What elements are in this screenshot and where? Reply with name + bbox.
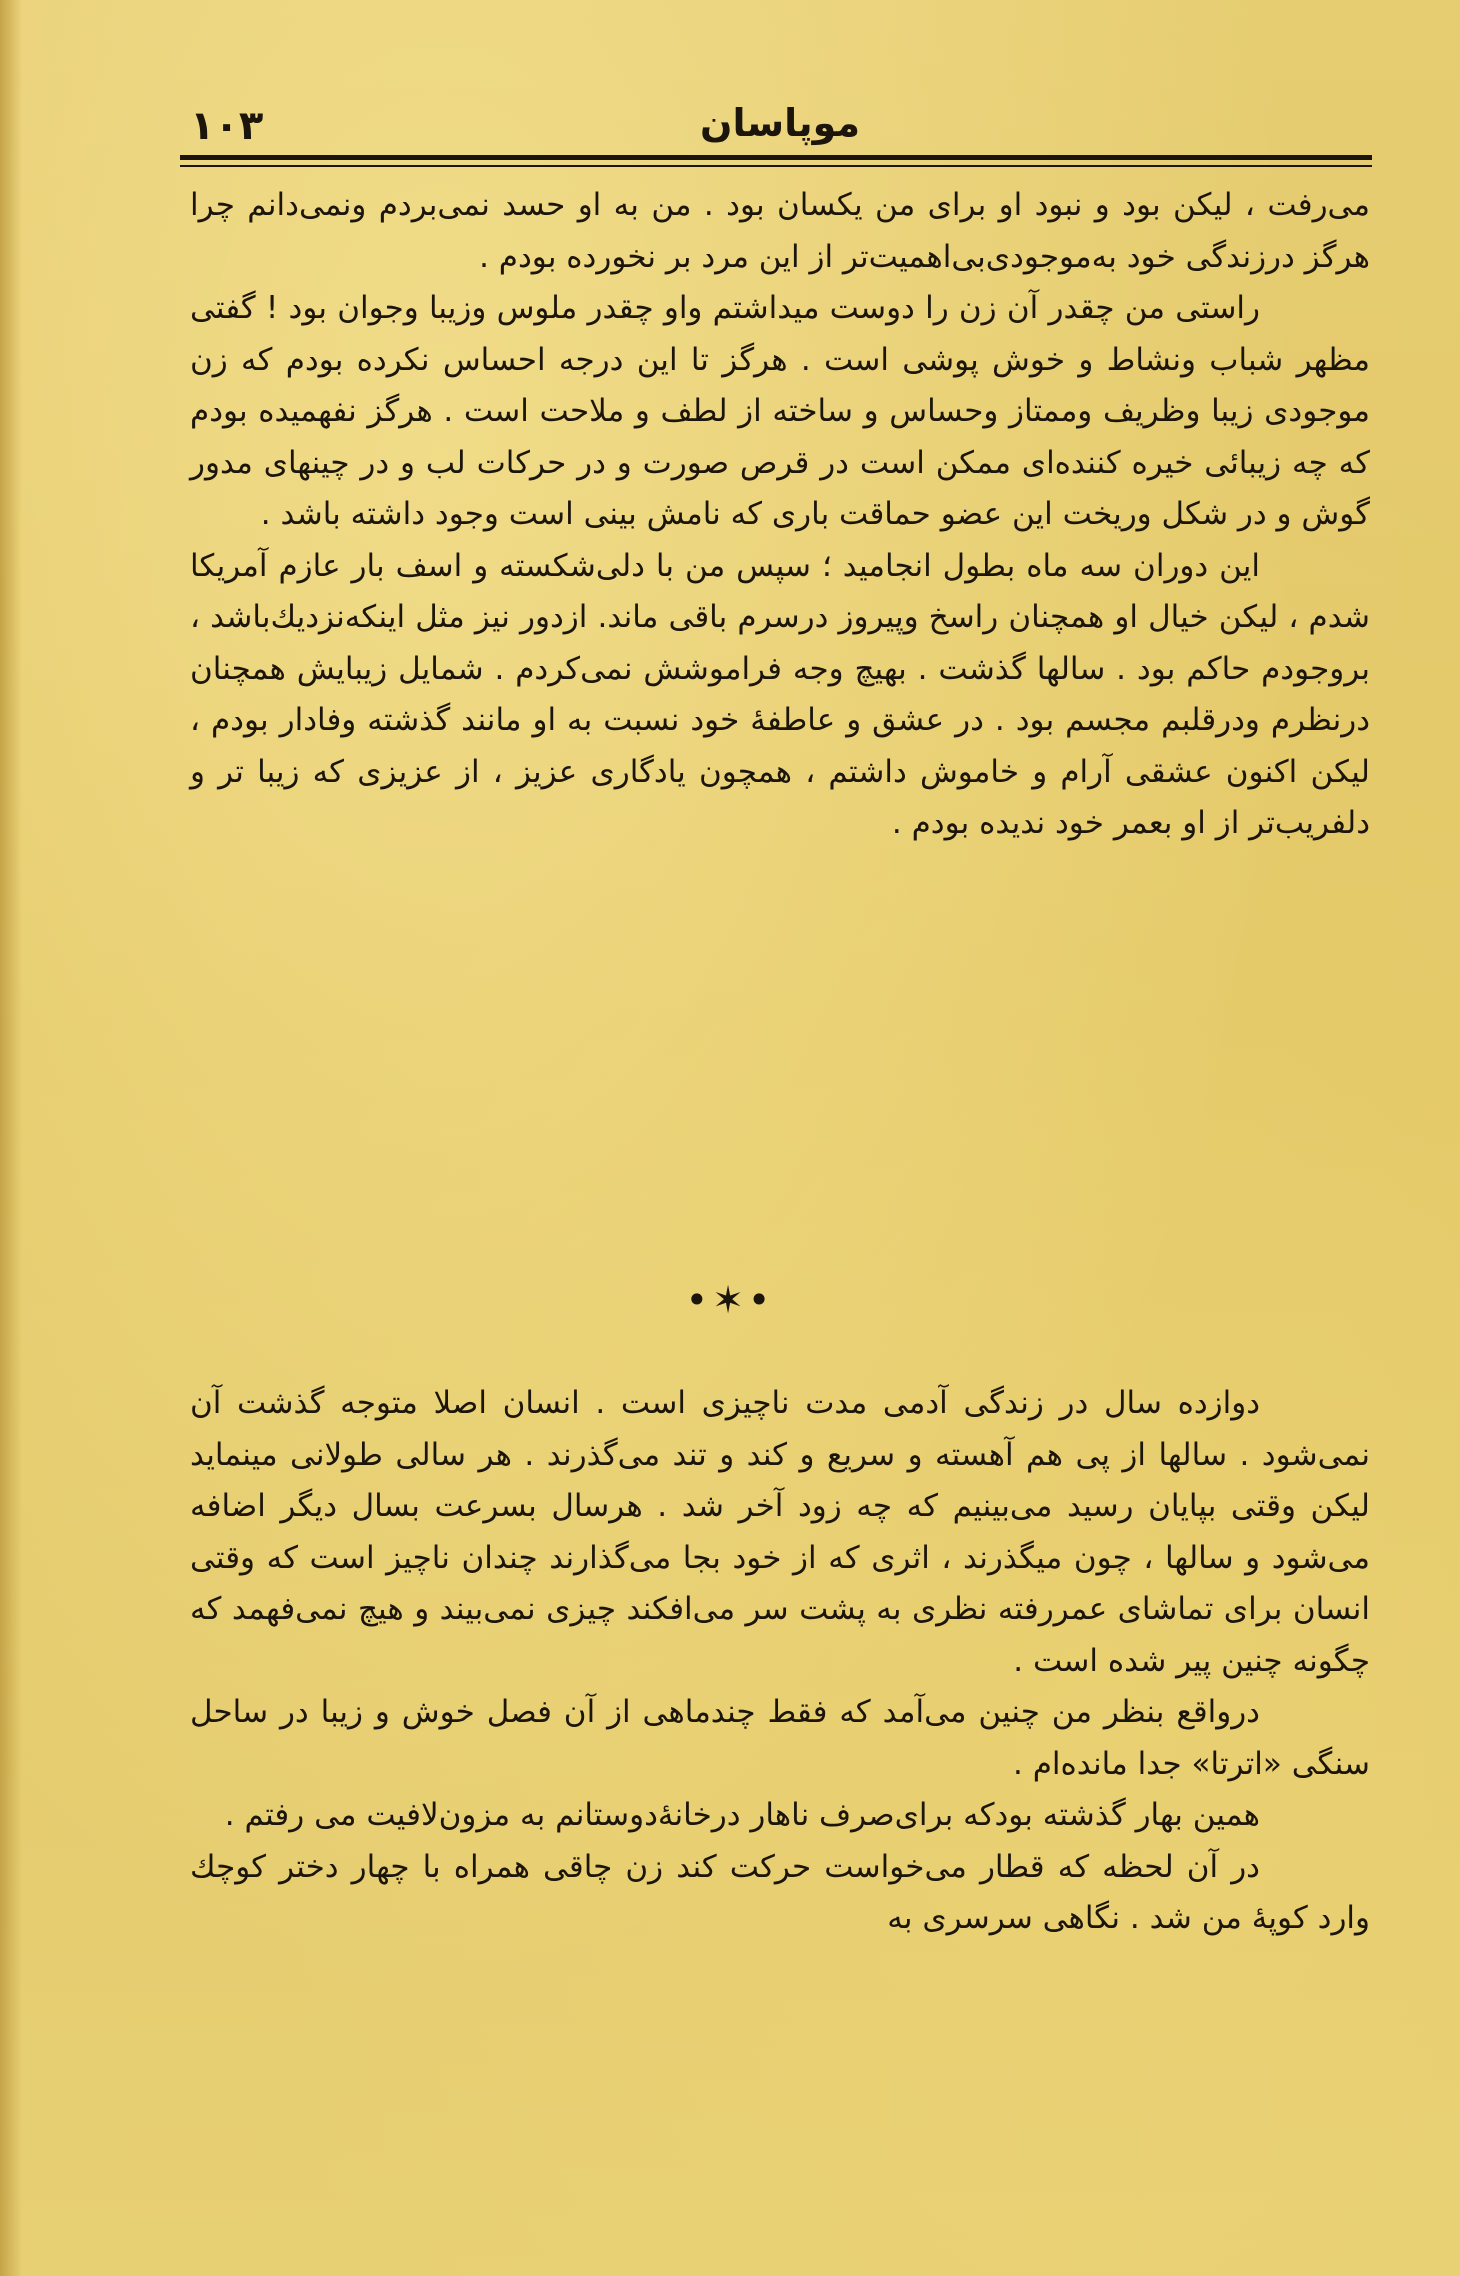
paragraph: در آن لحظه که قطار می‌خواست حرکت کند زن چاقی همراه با چهار دختر کوچك وارد کوپهٔ من شد . نگاهی سرسری به [190,1848,1370,1936]
paragraph: این دوران سه ماه بطول انجامید ؛ سپس من با دلی‌شکسته و اسف بار عازم آمریکا شدم ، لیکن خیال او همچنان راسخ وپیروز درسرم باقی ماند. ازدور نیز مثل اینکه‌نزدیك‌باشد ، بروجودم حاکم بود . سالها گذشت . بهیچ وجه فراموشش نمی‌کردم . شمایل زیبایش همچنان درنظرم ودرقلبم مجسم بود . در عشق و عاطفهٔ خود نسبت به او مانند گذشته وفادار بودم ، لیکن اکنون عشقی آرام و خاموش داشتم ، همچون یادگاری عزیز ، از عزیزی که زیبا تر و دلفریب‌تر از او بعمر خود ندیده بودم . [190,547,1370,841]
paragraph: می‌رفت ، لیکن بود و نبود او برای من یکسان بود . من به او حسد نمی‌بردم ونمی‌دانم چرا هرگز درزندگی خود به‌موجودی‌بی‌اهمیت‌تر از این مرد بر نخورده بودم . [190,187,1370,275]
section-one-text [190,180,1370,850]
page-header [190,95,1370,155]
running-title: موپاسان [700,101,860,145]
page-number: ۱۰۳ [190,103,264,149]
paragraph: دوازده سال در زندگی آدمی مدت ناچیزی است . انسان اصلا متوجه گذشت آن نمی‌شود . سالها از پی هم آهسته و سریع و کند و تند می‌گذرند . هر سالی طولانی مینماید لیکن وقتی بپایان رسید می‌بینیم که چه زود آخر شد . هرسال بسرعت بسال دیگر اضافه می‌شود و سالها ، چون میگذرند ، اثری که از خود بجا می‌گذارند چندان ناچیز است که وقتی انسان برای تماشای عمررفته نظری به پشت سر می‌افکند چیزی نمی‌بیند و هیچ نمی‌فهمد که چگونه چنین پیر شده است . [190,1385,1370,1679]
section-break-ornament: •✶• [685,1278,775,1322]
header-rule-thick [180,155,1372,160]
section-two-text [190,1378,1370,1945]
paragraph: همین بهار گذشته بودکه برای‌صرف ناهار درخانهٔ‌دوستانم به مزون‌لافیت می رفتم . [224,1797,1260,1833]
header-rule-thin [180,165,1372,167]
page-edge-shadow [0,0,22,2276]
paragraph: راستی من چقدر آن زن را دوست میداشتم واو چقدر ملوس وزیبا وجوان بود ! گفتی مظهر شباب ونشاط و خوش پوشی است . هرگز تا این درجه احساس نکرده بودم که زن موجودی زیبا وظریف وممتاز وحساس و ساخته از لطف و ملاحت است . هرگز نفهمیده بودم که چه زیبائی خیره کننده‌ای ممکن است در قرص صورت و در حرکات لب و در چینهای مدور گوش و در شکل وریخت این عضو حماقت باری که نامش بینی است وجود داشته باشد . [190,290,1370,532]
paragraph: درواقع بنظر من چنین می‌آمد که فقط چندماهی از آن فصل خوش و زیبا در ساحل سنگی «اترتا» جدا مانده‌ام . [190,1694,1370,1782]
